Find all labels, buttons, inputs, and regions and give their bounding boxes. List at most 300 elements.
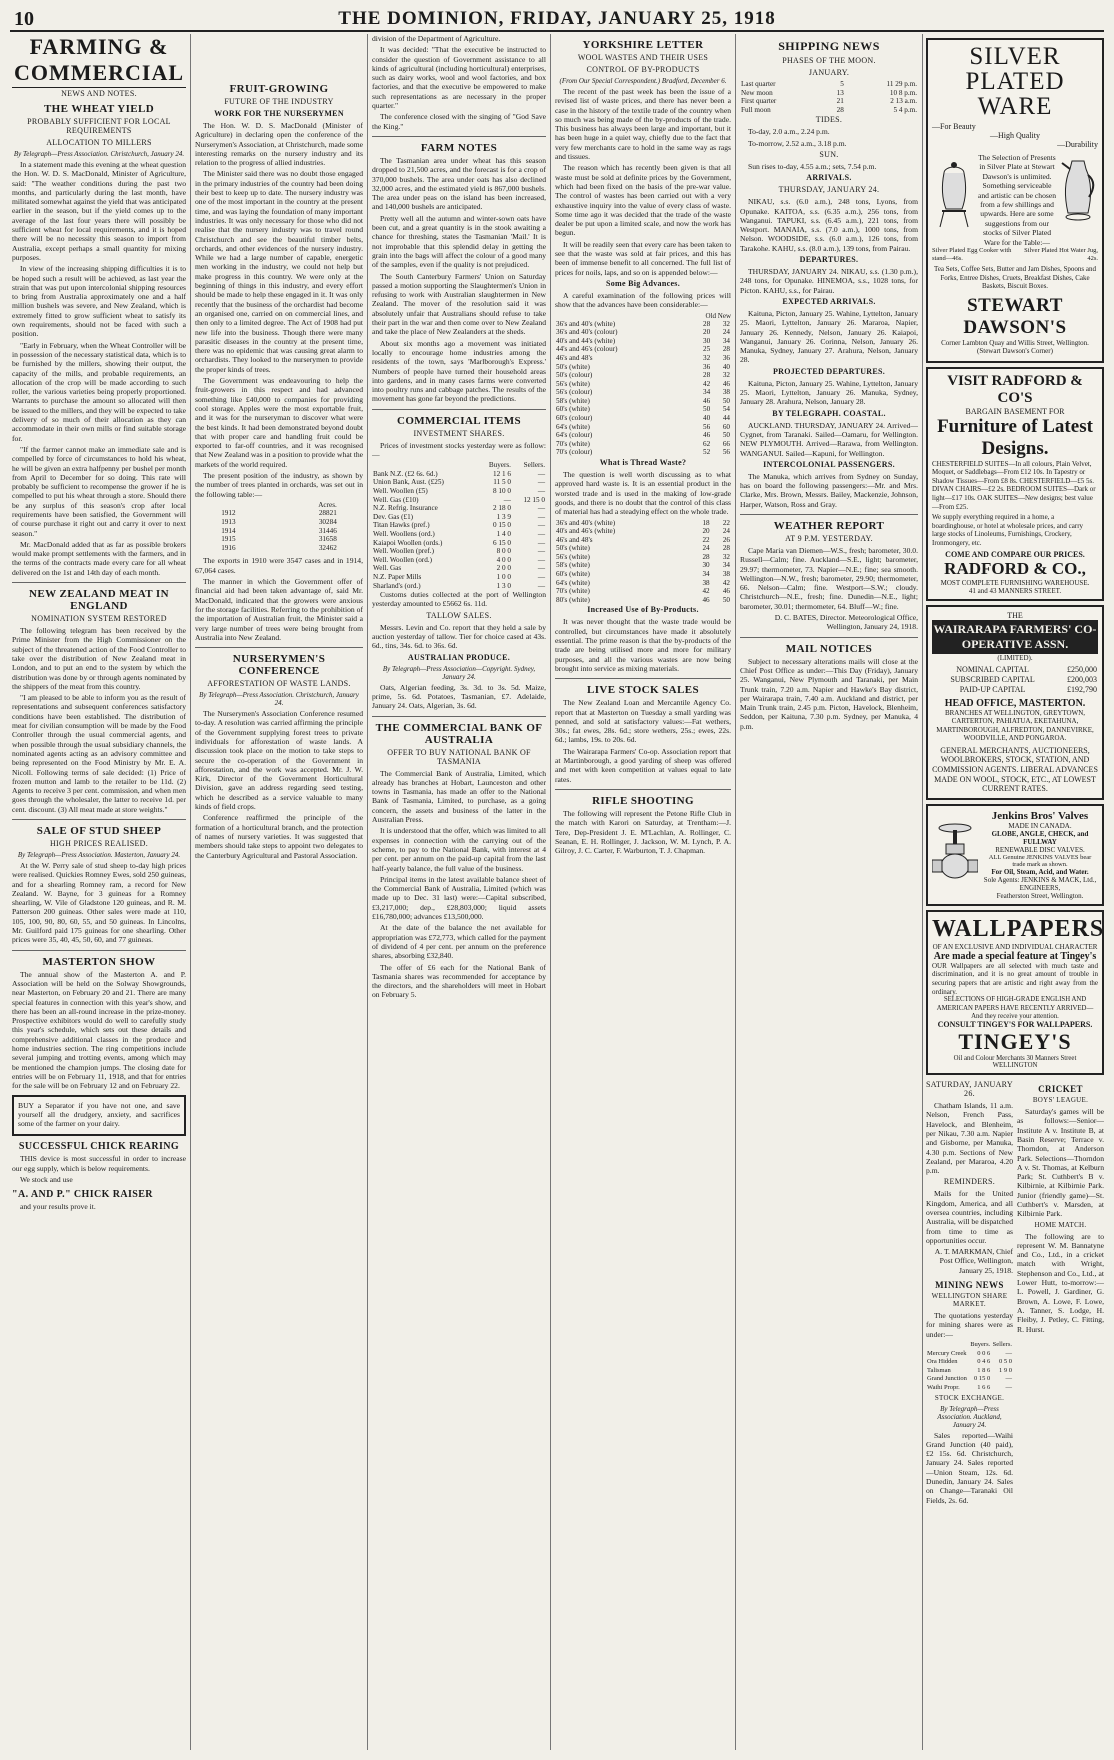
table-cell: 26 — [722, 535, 730, 544]
advert-brand: STEWART DAWSON'S — [963, 294, 1067, 338]
table-cell: 46 — [722, 379, 730, 388]
article-subheading: TIDES. — [815, 115, 843, 125]
table-cell: 40's and 46's (white) — [556, 527, 616, 536]
paragraph: division of the Department of Agriculture. — [372, 34, 501, 43]
table-cell: 46 — [703, 396, 711, 405]
table-row — [372, 530, 546, 539]
table-cell: 46's and 48's — [556, 535, 593, 544]
article-heading: COMMERCIAL ITEMS — [396, 414, 522, 427]
table-cell: Well. Woollen (ord.) — [373, 555, 432, 564]
table-row — [555, 570, 731, 579]
table-cell: — — [537, 538, 545, 547]
table-cell: 64's (white) — [556, 422, 590, 431]
column-rule — [190, 34, 191, 1750]
table-cell: 42 — [703, 379, 711, 388]
table-cell: Full moon — [741, 105, 771, 114]
table-header: Sellers. — [992, 1340, 1012, 1348]
paragraph: The following telegram has been received by the Prime Minister from the High Commissioner on the subject of the threatened action of the Food Controller to take over the distribution of New Zealand meat in London, and to put an end to the system by which the distribution was done by or through agents nominated by the shippers of the meat from this country. — [12, 626, 186, 691]
article-subheading: ARRIVALS. — [806, 173, 852, 183]
article-subheading: Some Big Advances. — [605, 278, 681, 288]
paragraph: At the W. Perry sale of stud sheep to-day high prices were realised. Quickies Romney Ewes, sold 250 guineas, and for a shearling Romney ram, a record for New Zealand. W. Bayne, for 3 guineas for a Romney shearling, W. Vile of Gladstone 120 guineas, and R. M. Patterson 200 guineas. Other sales were made at 110, 105, 100, 90, 80, 60, 55, and 50 guineas. In Lincolns, Mr. Guilford paid 175 guineas for one shearling. Other prices were 35, 40, 45, 50, 60, and 77 guineas. — [12, 861, 186, 945]
article-heading: MASTERTON SHOW — [42, 955, 156, 968]
table-cell: 46 — [702, 595, 710, 604]
paragraph: Kaituna, Picton, January 25. Wahine, Lyttelton, January 25. Maori, Lyttelton, January 26. Mararoa, Napier, January 26. Kennedy, Nelson, January 26. Kaiapoi, Wanganui, January 26. Corinna, Nelson, January 26. Manuka, Sydney, January 27. Arahura, Nelson, January 28. — [740, 308, 918, 365]
table-cell: 32 — [722, 319, 730, 328]
divider — [740, 637, 918, 638]
table-header: Buyers. — [488, 461, 511, 470]
table-row — [372, 582, 546, 591]
table-cell: 70's (colour) — [556, 448, 593, 457]
paragraph: The Nurserymen's Association Conference resumed to-day. A resolution was carried affirming the principle of the Government supplying forest trees to private individuals for afforestation of waste lands. A discussion took place on the motion to take steps to secure the co-operation of the Government in afforestation, and the work was accepted. Mr. J. W. Kirk, Director of the Government Horticultural Division, gave an address regarding seed testing, which he described as a service valuable to many kinds of field crops. — [195, 709, 363, 812]
table-cell: Sharland's (ord.) — [373, 581, 421, 590]
table-row: 1916 32462 — [221, 543, 337, 552]
table-cell: — — [537, 512, 545, 521]
table-cell: 64's (white) — [556, 578, 590, 587]
table-cell: Bank N.Z. (£2 6s. 6d.) — [373, 469, 438, 478]
paragraph: The offer of £6 each for the National Bank of Tasmania shares was recommended for acceptance by the directors, and the shareholders will meet in Hobart on February 5. — [372, 962, 546, 1000]
article-heading: CRICKET — [1038, 1084, 1083, 1095]
table-cell: 44 — [722, 414, 730, 423]
page-number: 10 — [14, 8, 34, 30]
paragraph: Chatham Islands, 11 a.m. Nelson, French Pass, Havelock, and Blenheim, per Nikau, 7.30 a.m. Napier and Gisborne, per Manuka, 4.30 p.m. Sections of New Zealand, per Mararoa, 4.20 p.m. — [926, 1101, 1013, 1176]
article-heading: FARM NOTES — [420, 141, 498, 154]
article-subheading: WELLINGTON SHARE MARKET. — [931, 1292, 1008, 1309]
table-cell: 46's and 48's — [556, 353, 593, 362]
valve-illustration-icon — [932, 820, 978, 890]
table-row — [372, 478, 546, 487]
table-row — [555, 561, 731, 570]
paragraph: Customs duties collected at the port of Wellington yesterday amounted to £5662 6s. 11d. — [372, 590, 546, 609]
paragraph: The conference closed with the singing of "God Save the King." — [372, 112, 546, 131]
table-row — [926, 1384, 1013, 1393]
acreage-table — [220, 501, 338, 553]
dateline: By Telegraph—Press Association. Christchurch, January 24. — [13, 150, 185, 158]
jenkins-valves-advert: Jenkins Bros' Valves MADE IN CANADA. GLOBE, ANGLE, CHECK, and FULLWAY RENEWABLE DISC VALVES. ALL Genuine JENKINS VALVES bear trade mark as shown. For Oil, Steam, Acid, and Water. Sole Agents: JENKINS & MACK, Ltd., ENGINEERS, Featherston Street, Wellington. — [926, 804, 1104, 906]
table-header: Buyers. — [970, 1340, 991, 1348]
paragraph: It was never thought that the waste trade would be controlled, but circumstances have made it absolutely essential. The prime reason is that the by-products of the trade are being utilised more and more for military purposes, and all the various wastes are now being brought into service as mixing materials. — [555, 617, 731, 673]
table-row — [372, 547, 546, 556]
paragraph: The Tasmanian area under wheat has this season dropped to 21,500 acres, and the forecast is for a crop of 370,000 bushels. The area under oats has also declined 32,000 acres, and the estimated yield is 867,000 bushels. The area under peas on the island has been increased, and 140,000 bushels are anticipated. — [372, 155, 546, 212]
table-cell: — — [537, 487, 545, 496]
article-heading: SALE OF STUD SHEEP — [36, 825, 162, 837]
radford-furniture-advert: VISIT RADFORD & CO'S BARGAIN BASEMENT FOR Furniture of Latest Designs. CHESTERFIELD SUITES—In all colours, Plain Velvet, Moquet, or Saddlebags—From £12 10s. In Tapestry or Shadow Tissues—From £8 8s. CHESTERFIELD—£5 5s. DIVAN CHAIRS—£2 2s. BEDROOM SUITES—Dark or light—£17 10s. OAK SUITES—New designs; best value—From £25. We supply everything required in a home, a boardinghouse, or hotel at wholesale prices, and carry large stocks of Linoleums, Furnishings, Crockery, Ironmongery, etc. COME AND COMPARE OUR PRICES. RADFORD & CO., MOST COMPLETE FURNISHING WAREHOUSE. 41 and 43 MANNERS STREET. — [926, 367, 1104, 601]
table-cell: 80's (white) — [556, 595, 590, 604]
divider — [12, 819, 186, 820]
table-cell: 60's (white) — [556, 405, 590, 414]
table-cell: 1 6 6 — [977, 1383, 991, 1391]
table-row — [932, 675, 1098, 685]
advert-title: WAIRARAPA FARMERS' CO-OPERATIVE ASSN. — [932, 620, 1098, 654]
table-row — [372, 487, 546, 496]
table-cell: 2 13 a.m. — [890, 97, 917, 106]
advert-title: SILVER PLATED WARE — [965, 43, 1065, 120]
table-row — [372, 539, 546, 548]
wool-price-table — [555, 519, 731, 605]
image-caption: Silver Plated Hot Water Jug, 42s. — [1024, 247, 1098, 262]
table-cell: — — [537, 573, 545, 581]
section-subtitle: NEWS AND NOTES. — [61, 89, 137, 98]
table-row — [372, 496, 546, 505]
table-row — [555, 423, 731, 432]
table-cell: 38 — [722, 570, 730, 579]
table-row — [555, 371, 731, 380]
table-cell: 24 — [702, 544, 710, 553]
table-cell: 28 — [836, 105, 844, 114]
article-subheading: REMINDERS. — [943, 1177, 996, 1187]
table-cell: 36 — [703, 362, 711, 371]
table-cell: 56's (white) — [556, 552, 590, 561]
signature-line: A. T. MARKMAN, Chief Post Office, Wellington, January 25, 1918. — [934, 1247, 1013, 1275]
table-cell: — — [537, 530, 545, 539]
article-subheading: FUTURE OF THE INDUSTRY — [224, 97, 334, 106]
article-subheading: INVESTMENT SHARES. — [413, 428, 505, 438]
table-row: 1912 28821 — [221, 509, 337, 518]
table-cell: Well. Gas — [373, 564, 402, 573]
article-subheading: Increased Use of By-Products. — [587, 605, 699, 615]
column-rule — [922, 34, 923, 1750]
table-row — [555, 440, 731, 449]
table-cell: 22 — [702, 535, 710, 544]
table-cell: 8 10 0 — [493, 487, 511, 496]
divider — [372, 136, 546, 137]
table-cell: 52 — [703, 448, 711, 457]
paragraph: The Hon. W. D. S. MacDonald (Minister of Agriculture) in declaring open the conference of the Nurserymen's Association, at Christchurch, made some interesting remarks on the nursery industry and its relation to the progress of allied industries. — [195, 121, 363, 168]
table-cell: 0 5 0 — [999, 1358, 1012, 1366]
divider — [372, 409, 546, 410]
table-cell: 12 1 6 — [493, 469, 511, 478]
paragraph: Sales reported—Waihi Grand Junction (40 paid), £2 15s. 6d. Christchurch, January 24. Sales reported—Union Steam, 12s. 6d. Dunedin, January 24. Sales on Change—Taranaki Oil Fields, 2s. 6d. — [926, 1430, 1013, 1505]
article-subheading: NOMINATION SYSTEM RESTORED — [31, 614, 167, 624]
paragraph: The Wairarapa Farmers' Co-op. Association report that at Martinborough, a good yarding of sheep was offered and met with keen competition at values equal to late rates. — [555, 746, 731, 784]
wool-price-table — [555, 320, 731, 458]
table-row — [555, 536, 731, 545]
column-rule — [367, 34, 368, 1750]
table-row — [555, 431, 731, 440]
table-cell: 50 — [722, 595, 730, 604]
table-row — [372, 504, 546, 513]
table-cell: Grand Junction — [927, 1375, 967, 1383]
article-subheading: WOOL WASTES AND THEIR USES — [577, 53, 709, 62]
section-title: FARMING & COMMERCIAL — [12, 34, 186, 88]
article-heading: MINING NEWS — [935, 1280, 1004, 1291]
divider — [740, 514, 918, 515]
table-cell: 70's (white) — [556, 587, 590, 596]
dateline: By Telegraph—Press Association. Christchurch, January 24. — [199, 691, 359, 708]
article-heading: NURSERYMEN'S CONFERENCE — [232, 653, 326, 678]
table-cell: 1 3 9 — [496, 512, 511, 521]
table-cell: 36's and 40's (white) — [556, 518, 616, 527]
article-subheading: EXPECTED ARRIVALS. — [782, 296, 876, 306]
table-cell: 50's (colour) — [556, 371, 593, 380]
paragraph: In a statement made this evening at the wheat question the Hon. W. D. S. MacDonald, Minister of Agriculture, said: "The weather conditions during the past two months, and particularly during the last month, have militated somewhat against the yield that was anticipated earlier in the season, but if the yield comes up to the average of the last four years there will possibly be sufficient wheat for local requirements, and it is hoped there will be no necessity this season to import from Australia, except perhaps a small quantity for mixing purposes. — [12, 160, 186, 262]
table-cell: Dev. Gas (£1) — [373, 512, 414, 521]
article-subheading: PHASES OF THE MOON. — [782, 56, 876, 65]
article-subheading: OFFER TO BUY NATIONAL BANK OF TASMANIA — [387, 747, 531, 766]
table-cell: 28 — [702, 552, 710, 561]
paragraph: "If the farmer cannot make an immediate sale and is compelled by force of circumstances to hold his wheat, he will be given an extra halfpenny per bushel per month from April to December for so doing. This rate will probably be sufficient to recompense the grower if he is compelled to put his wheat through a store. Should there be any surplus of this season's crop after local requirements have been satisfied, the Government will of course purchase it right out and carry it over to next season." — [12, 444, 186, 538]
paragraph: The quotations yesterday for mining shares were as under:— — [926, 1311, 1013, 1339]
article-subheading: TALLOW SALES. — [426, 610, 492, 620]
paragraph: It was decided: "That the executive be instructed to consider the question of Government assistance to all kinds of agricultural (including horticultural) enterprises, such as dairy works, wool and wool factories, and box factories, and that the executive be empowered to make such representations as are necessary in the proper quarter." — [372, 45, 546, 111]
table-cell: 13 — [836, 88, 844, 97]
table-cell: 2 0 0 — [496, 564, 511, 573]
divider — [12, 582, 186, 583]
table-cell: 42 — [702, 587, 710, 596]
article-subheading: JANUARY. — [808, 68, 850, 77]
signature-line: D. C. BATES, Director. Meteorological Office, Wellington, January 24, 1918. — [774, 613, 918, 632]
article-heading: THE COMMERCIAL BANK OF AUSTRALIA — [375, 721, 543, 746]
table-cell: 36's and 40's (white) — [556, 319, 616, 328]
table-row — [555, 354, 731, 363]
paragraph: Messrs. Levin and Co. report that they held a sale by auction yesterday of tallow. Tier for choice cased at 43s. 6d., tins, 34s. 6d. to 36s. 6d. — [372, 622, 546, 651]
table-row — [555, 328, 731, 337]
table-cell: 24 — [722, 328, 730, 337]
table-cell: 58's (white) — [556, 396, 590, 405]
paragraph: The annual show of the Masterton A. and P. Association will be held on the Solway Showgrounds, near Masterton, on February 20 and 21. There are many special features in connection with this year's show, and there has been an all-round increase in the prize-money. Prospective exhibitors would do well to carefully study this year's schedule, which sets out these details and comprehensive additional classes in the produce and home industries section. The ring competitions include several jumping and trotting events, among which may be mentioned the champion jumps. The closing date for entries will be on February 11, 1918, and that for entries for the sale will be on February 12 and on February 22. — [12, 969, 186, 1091]
table-cell: 38 — [722, 388, 730, 397]
table-cell: 32 — [722, 552, 730, 561]
table-cell: — — [503, 495, 511, 504]
advert-brand: RADFORD & CO., — [944, 558, 1086, 578]
table-cell: — — [537, 469, 545, 478]
table-cell: 46 — [703, 431, 711, 440]
article-heading: SHIPPING NEWS — [778, 39, 880, 53]
table-cell: 11 29 p.m. — [886, 80, 917, 88]
table-cell: 44's and 46's (colour) — [556, 345, 618, 354]
table-cell: 1 9 0 — [999, 1366, 1012, 1374]
share-price-table — [372, 461, 546, 590]
paragraph: The recent of the past week has been the issue of a revised list of waste prices, and there has never been a case in the history of the textile trade of the country when so much was being made of the by-products of the trade. This business has always been large and important, but it has been huge in a quiet way, chiefly due to the fact that very few merchants care to hold in the same way as rags and tissues. — [555, 87, 731, 162]
column-rule — [550, 34, 551, 1750]
table-cell: 30 — [703, 336, 711, 345]
table-row — [555, 579, 731, 588]
masthead-title: THE DOMINION, FRIDAY, JANUARY 25, 1918 — [338, 8, 776, 29]
hot-water-jug-illustration-icon — [1058, 153, 1098, 233]
article-heading: WEATHER REPORT — [773, 519, 885, 532]
table-row — [372, 470, 546, 479]
article-heading: MAIL NOTICES — [785, 642, 873, 655]
table-row — [926, 1350, 1013, 1359]
paragraph: Mails for the United Kingdom, America, and all oversea countries, including Australia, will be dispatched from time to time as opportunities occur. — [926, 1189, 1013, 1245]
masthead — [10, 8, 1104, 32]
paragraph: The reason which has recently been given is that all waste must be sold at definite prices by the Government, which had been fixed on the basis of the pre-war value. The control of wastes has been carried out with a very exhaustive inquiry into the value of every class of waste. Some time ago it was decided that the trade of the waste dealer be put upon a limited scale, and now the work has begun. — [555, 163, 731, 238]
table-row — [932, 685, 1098, 695]
table-cell: 2 18 0 — [493, 504, 511, 513]
article-subheading: INTERCOLONIAL PASSENGERS. — [763, 459, 895, 469]
table-row — [555, 388, 731, 397]
column-5 — [740, 34, 918, 1750]
paragraph: The Government was endeavouring to help the fruit-growers in this respect and had advanced something like £40,000 to companies for providing cool storage. Apples were the most exportable fruit, and it was for the nurseryman to discover what were the best kinds. It had been demonstrated beyond doubt that with proper care and handling fruit could be exported to far-off countries, and it was recognised that New Zealand was in a position to provide what the markets of the world required. — [195, 376, 363, 469]
article-subheading: What is Thread Waste? — [599, 458, 687, 468]
table-row — [555, 320, 731, 329]
paragraph: Principal items in the latest available balance sheet of the Commercial Bank of Australia, Limited (which was made up to Dec. 31 last) were:—Capital subscribed, £3,217,000; dep., £28,803,000; liquid assets £16,780,000; advances £13,500,000. — [372, 874, 546, 922]
paragraph: The question is well worth discussing as to what approved hard waste is. It is an essential product in the worsted trade and is used in the making of low-grade goods, and there is no doubt that the control of this class of material has had a steadying effect on the whole trade. — [555, 470, 731, 517]
article-subheading: WORK FOR THE NURSERYMEN — [214, 109, 344, 118]
advert-heading: SUCCESSFUL CHICK REARING — [18, 1141, 180, 1153]
article-subheading: HIGH PRICES REALISED. — [49, 839, 149, 848]
paragraph: "Early in February, when the Wheat Controller will be in possession of the necessary statistical data, which is to be furnished by the millers, showing their output, the capacity of the mills, and probable requirements, an allocation of the crop will be made according to such roller, the various varieties being properly proportioned. Warrants to purchase the amount so allocated will then be issued to the millers, and they will be expected to take delivery of so much of their allocation as they can accommodate in their own mills or find suitable storage for. — [12, 340, 186, 443]
table-row — [555, 337, 731, 346]
table-cell: New moon — [741, 88, 773, 97]
advert-title: VISIT RADFORD & CO'S — [947, 372, 1083, 406]
article-subheading: BOYS' LEAGUE. — [1032, 1096, 1089, 1105]
advert-address: Corner Lambton Quay and Willis Street, Wellington. — [941, 338, 1089, 347]
egg-cooker-illustration-icon — [932, 153, 976, 233]
table-cell: 34 — [722, 336, 730, 345]
paragraph: Pretty well all the autumn and winter-sown oats have been cut, and a great quantity is in the stook awaiting a chance for threshing, states the Tasmanian 'Mail.' It is not improbable that this splendid delay in getting the grain into the bags will affect the colour of a good many of the samples, even if the quality is not prejudiced. — [372, 213, 546, 270]
table-cell: 62 — [703, 439, 711, 448]
table-row — [555, 345, 731, 354]
table-cell: 42 — [722, 578, 730, 587]
table-cell: 34 — [703, 388, 711, 397]
table-cell: 60 — [722, 422, 730, 431]
table-row — [555, 380, 731, 389]
article-subheading: AT 9 P.M. YESTERDAY. — [785, 533, 873, 543]
paragraph: Subject to necessary alterations mails will close at the Chief Post Office as under:—This Day (Friday), January 25. Wanganui, New Plymouth and Taranaki, per Main Trunk train, 7.20 a.m. Napier and Hawke's Bay district, per Wairarapa train, 7.40 a.m. Auckland and district, per Main Trunk train, 2.45 p.m. Picton, Havelock, Blenheim, Seddon, per Kaituna, 7.30 p.m. Sydney, per Manuka, 4 p.m. — [740, 656, 918, 731]
table-cell: 28 — [722, 345, 730, 354]
paragraph: To-day, 2.0 a.m., 2.24 p.m. — [748, 127, 830, 137]
table-cell: 34 — [702, 570, 710, 579]
paragraph: AUCKLAND. THURSDAY, JANUARY 24. Arrived—Cygnet, from Taranaki. Sailed—Oamaru, for Wellington. NEW PLYMOUTH. Arrived—Rarawa, from Wellington. WANGANUI. Sailed—Kapuni, for Wellington. — [740, 420, 918, 458]
table-cell: 60's (colour) — [556, 414, 593, 423]
table-cell: 0 4 6 — [977, 1358, 991, 1366]
article-subheading: STOCK EXCHANGE. — [934, 1393, 1005, 1402]
paragraph: The present position of the industry, as shown by the number of trees planted in orchards, was set out in the following table:— — [195, 470, 363, 499]
table-cell: 58's (white) — [556, 561, 590, 570]
table-cell: — — [537, 547, 545, 556]
table-cell: 56 — [703, 422, 711, 431]
table-cell: 50 — [722, 396, 730, 405]
article-subheading: AFFORESTATION OF WASTE LANDS. — [207, 679, 351, 689]
table-row — [555, 553, 731, 562]
advert-title: Jenkins Bros' Valves — [991, 809, 1089, 822]
table-cell: 5 4 p.m. — [893, 105, 917, 114]
table-cell: 60's (white) — [556, 570, 590, 579]
separator-advert — [12, 1095, 186, 1137]
article-heading: LIVE STOCK SALES — [587, 684, 699, 697]
image-caption: Silver Plated Egg Cooker with stand—46s. — [932, 247, 1012, 262]
table-cell: 50's (white) — [556, 544, 590, 553]
table-cell: 34 — [722, 561, 730, 570]
table-row — [555, 448, 731, 457]
paragraph: It is understood that the offer, which was limited to all expenses in connection with the carrying out of the scheme, to pay to the National Bank, with interest at 4 per cent. per annum on the paid-up capital from the last half-yearly balance, the full value of the business. — [372, 826, 546, 873]
advert-address: 41 and 43 MANNERS STREET. — [968, 586, 1062, 595]
divider — [372, 716, 546, 717]
table-row — [555, 519, 731, 528]
article-subheading: PROJECTED DEPARTURES. — [772, 366, 886, 376]
table-cell: PAID-UP CAPITAL — [959, 684, 1026, 694]
column-2 — [195, 34, 363, 1750]
table-cell: NOMINAL CAPITAL — [956, 664, 1029, 674]
table-cell: 56 — [722, 448, 730, 457]
table-cell: 1 0 0 — [496, 573, 511, 581]
article-heading: NEW ZEALAND MEAT IN ENGLAND — [29, 588, 169, 613]
table-row — [372, 556, 546, 565]
table-cell: — — [537, 504, 545, 513]
table-cell: 21 — [836, 97, 844, 106]
article-subheading: HOME MATCH. — [1034, 1220, 1087, 1229]
advert-intro: BUY a Separator if you have not one, and save yourself all the drudgery, anxiety, and sacrifices some of the farmer on your dairy. — [18, 1100, 180, 1129]
table-cell: First quarter — [741, 97, 777, 106]
paragraph: Sun rises to-day, 4.55 a.m.; sets, 7.54 p.m. — [748, 161, 877, 171]
paragraph: The Manuka, which arrives from Sydney on Sunday, has on board the following passengers:—Mr. and Mrs. Clarke, Mrs. Brown, Messrs. Bailey, Mackenzie, Johnson, Harper, Watson, Ross and Gray. — [740, 471, 918, 509]
table-row: 1913 30284 — [221, 518, 337, 527]
paragraph: The exports in 1910 were 3547 cases and in 1914, 67,064 cases. — [195, 556, 363, 575]
table-cell: 66 — [722, 439, 730, 448]
table-cell: 50 — [722, 431, 730, 440]
table-cell: 12 15 0 — [523, 495, 545, 504]
table-cell: — — [537, 478, 545, 487]
table-cell: — — [537, 521, 545, 530]
column-rule — [735, 34, 736, 1750]
table-cell: 18 — [702, 518, 710, 527]
paragraph: The South Canterbury Farmers' Union on Saturday passed a motion supporting the Slaughtermen's Union in refusing to work with Australian slaughtermen in New Zealand. The mover of the resolution said it was absolutely unfair that Australians should refuse to take their part in the war and then come over to New Zealand and take the place of New Zealanders at the sheds. — [372, 271, 546, 337]
paragraph: The manner in which the Government offer of financial aid had been taken advantage of, said Mr. MacDonald, indicated that the growers were anxious for the storage facilities. Referring to the prohibition of the importation of Australian fruit, the Minister said a very large number of trees were being brought from Australia into New Zealand. — [195, 577, 363, 642]
capital-table — [932, 665, 1098, 695]
paragraph: The Commercial Bank of Australia, Limited, which already has branches at Hobart, Launceston and other towns in Tasmania, has made an offer to the National Bank of Tasmania, Limited, to purchase, as a going concern, the assets and business of the latter in the Australian Press. — [372, 768, 546, 825]
table-row — [740, 80, 918, 89]
advert-tail: and your results prove it. — [20, 1202, 96, 1212]
table-cell: 1 8 6 — [977, 1366, 991, 1374]
column-4 — [555, 34, 731, 1750]
table-cell: — — [537, 555, 545, 564]
table-header: Old New — [705, 311, 731, 320]
table-cell: £250,000 — [1067, 664, 1097, 674]
table-cell: 8 0 0 — [496, 547, 511, 556]
paragraph: In view of the increasing shipping difficulties it is to be hoped such a result will be achieved, as last year the strain that was put upon intercolonial shipping resources to bring from Australia approximately one and a half million bushels was severe, and New Zealand, which is extremely fitted to grow sufficient wheat to satisfy its own requirements, should not be faced with such a position. — [12, 264, 186, 339]
column-3 — [372, 34, 546, 1750]
table-row — [926, 1367, 1013, 1376]
table-cell: Last quarter — [741, 80, 776, 88]
table-cell: Ora Hidden — [927, 1358, 958, 1366]
article-heading: FRUIT-GROWING — [229, 83, 329, 95]
dateline: (From Our Special Correspondent.) Bradford, December 6. — [559, 77, 727, 85]
table-row — [555, 363, 731, 372]
table-cell: — — [1005, 1375, 1012, 1383]
table-row — [555, 397, 731, 406]
divider — [195, 647, 363, 648]
article-subheading: BY TELEGRAPH. COASTAL. — [772, 408, 886, 418]
table-cell: 38 — [702, 578, 710, 587]
table-row — [555, 414, 731, 423]
article-subheading: SATURDAY, JANUARY 26. — [926, 1080, 1013, 1099]
table-cell: N.Z. Refrig. Insurance — [373, 504, 438, 513]
table-cell: 0 15 0 — [973, 1375, 991, 1383]
column-6 — [926, 34, 1104, 1750]
table-cell: 46 — [722, 587, 730, 596]
table-cell: 4 0 0 — [496, 555, 511, 564]
advert-body: We stock and use — [20, 1175, 73, 1185]
paragraph: NIKAU, s.s. (6.0 a.m.), 248 tons, Lyons, from Opunake. KAITOA, s.s. (6.35 a.m.), 256 tons, from Wanganui. TAPUKI, s.s. (6.45 a.m.), 221 tons, from Westport. MANAIA, s.s. (7.0 a.m.), 1000 tons, from Nelson. WOODSIDE, s.s. (6.0 a.m.), 126 tons, from Tarakohe. KAHU, s.s. (8.0 a.m.), 139 tons, from Pairau. — [740, 197, 918, 253]
paragraph: The Minister said there was no doubt those engaged in the primary industries of the country had been doing their best to keep up to date. The nursery industry was one of the most important in the country at the present time, and was laying the foundation of many important industries. It was only necessary for those who did not realise that the nursery industry was to travel round Christchurch and see the beautiful timber belts, orchards, and other evidences of the nursery industry. While we had a large number of capable, energetic men working in the industry, we could not help but make progress in this country. We were only at the beginning of things in this industry, and every effort should be made to help these engaged in it. It was only recently that the business of the orchardist had become an organised one, carried on on commercial lines, and then only to a limited degree. The Act of 1908 had put new life into the business. Though there were many parasitic diseases in the country at the present time, there was no epidemic that was causing great alarm to orchardists. They looked to the nurserymen to provide the proper kinds of trees. — [195, 169, 363, 374]
article-subheading: ALLOCATION TO MILLERS — [46, 138, 152, 147]
paragraph: At the date of the balance the net available for appropriation was £72,773, which called for the payment of dividend of 4 per cent. per annum on the preference shares, absorbing £32,840. — [372, 923, 546, 961]
table-cell: — — [1005, 1349, 1012, 1357]
paragraph: Prices of investment stocks yesterday were as follow:— — [372, 440, 546, 459]
paragraph: Kaituna, Picton, January 25. Wahine, Lyttelton, January 25. Maori, Lyttelton, January 26. Manuka, Sydney, January 28. Arahura, Nelson, January 28. — [740, 378, 918, 407]
table-cell: Waihi Propr. — [927, 1383, 960, 1391]
table-cell: 22 — [722, 518, 730, 527]
advert-body: THIS device is most successful in order to increase our egg supply, which is below requirements. — [12, 1154, 186, 1173]
table-cell: 10 8 p.m. — [889, 88, 917, 97]
table-cell: 0 0 6 — [977, 1349, 991, 1357]
article-subheading: DEPARTURES. — [799, 255, 859, 265]
advert-body: The Selection of Presents in Silver Plate at Stewart Dawson's is unlimited. Something serviceable and artistic can be chosen from a few shillings and upwards. Here are some suggestions from our stocks of Silver Plated Ware for the Table:— — [978, 153, 1057, 247]
table-row — [926, 1358, 1013, 1367]
article-subheading: SUN. — [819, 149, 839, 159]
paragraph: It will be readily seen that every care has been taken to see that the waste was sold at fair prices, and this has been of immense benefit to all concerned. The full list of prices for noils, laps, and so on is appended below:— — [555, 239, 731, 277]
dateline: By Telegraph—Press Association. Auckland, January 24. — [937, 1404, 1002, 1429]
